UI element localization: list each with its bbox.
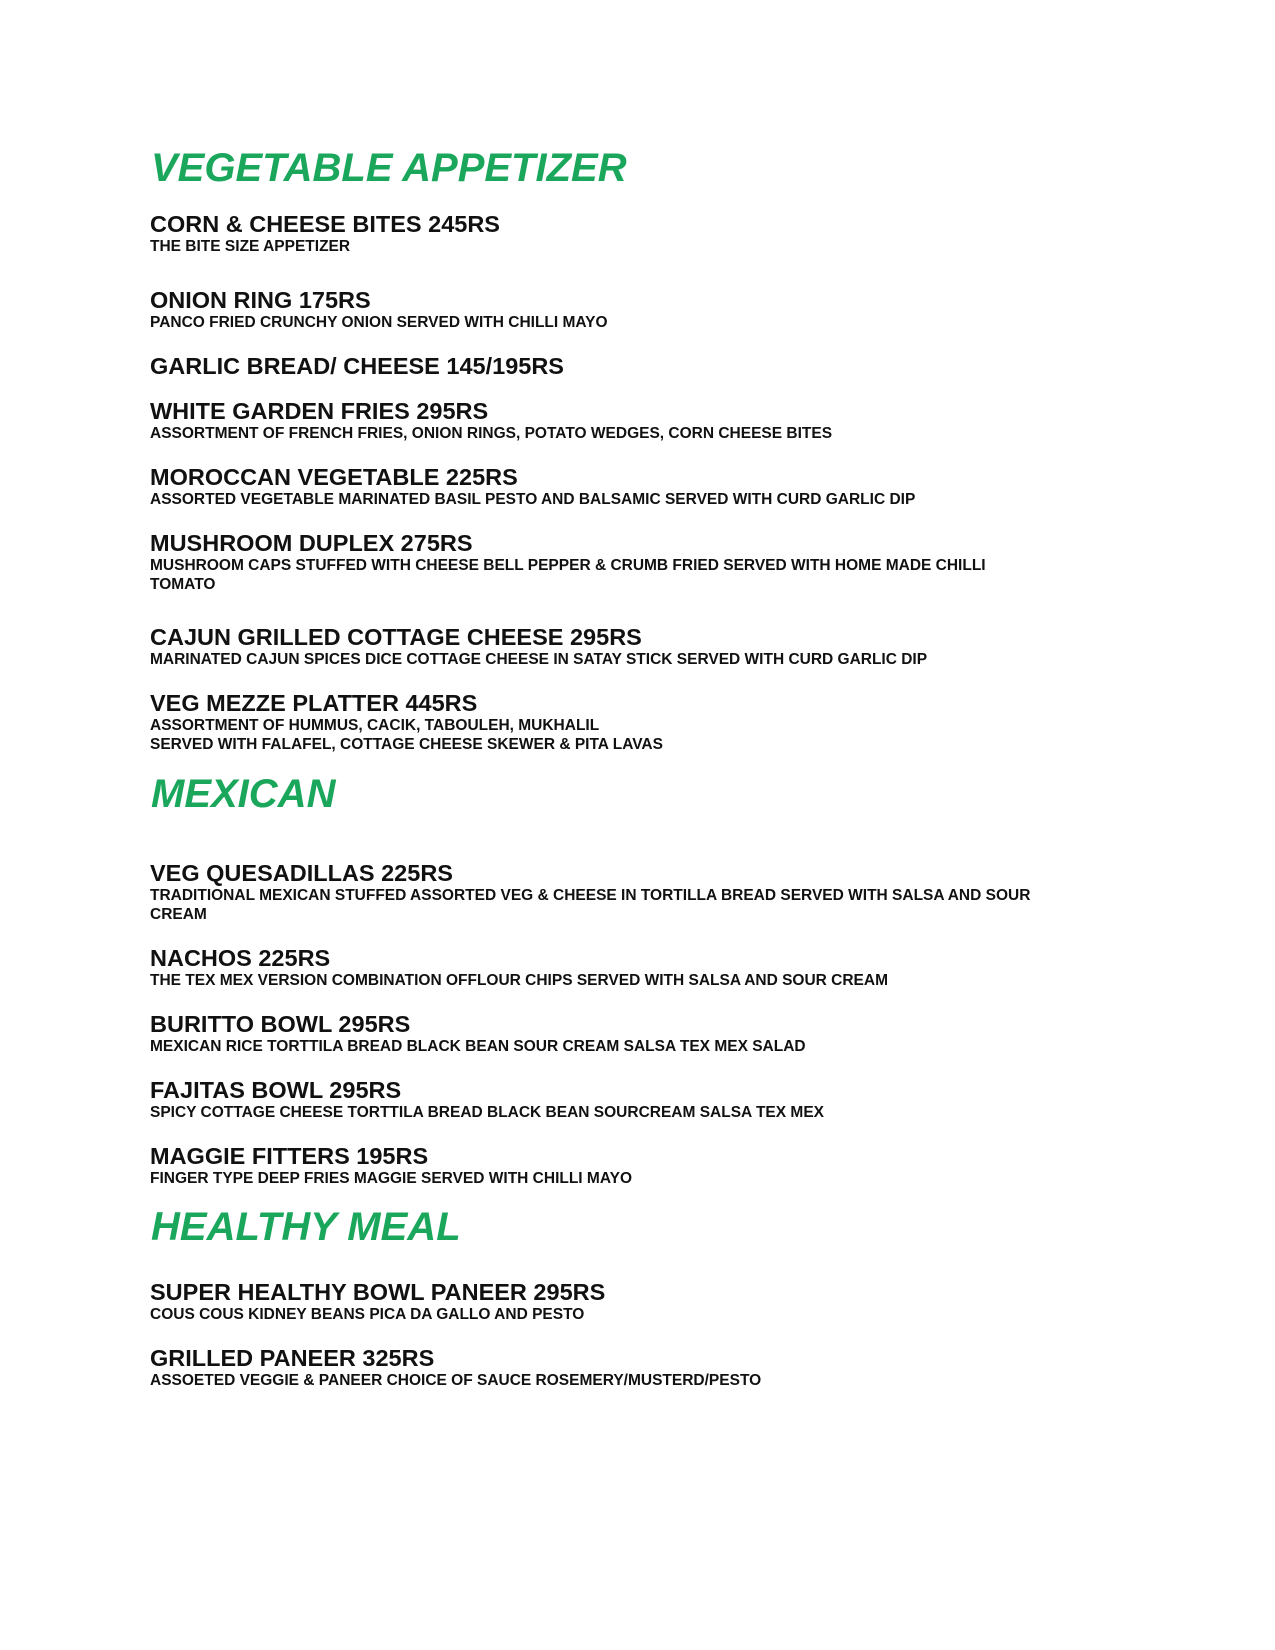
item-description: MEXICAN RICE TORTTILA BREAD BLACK BEAN SOUR CREAM SALSA TEX MEX SALAD (150, 1038, 806, 1055)
section-title-mexican: MEXICAN (151, 772, 336, 816)
menu-item (150, 1345, 1110, 1390)
item-description: TRADITIONAL MEXICAN STUFFED ASSORTED VEG & CHEESE IN TORTILLA BREAD SERVED WITH SALSA AND SOUR (150, 887, 1031, 904)
item-description: ASSORTMENT OF HUMMUS, CACIK, TABOULEH, MUKHALIL (150, 717, 600, 734)
item-name: VEG MEZZE PLATTER 445RS (150, 690, 478, 716)
item-description: FINGER TYPE DEEP FRIES MAGGIE SERVED WITH CHILLI MAYO (150, 1170, 632, 1187)
menu-item (150, 1279, 1110, 1324)
section-title-vegetable-appetizer: VEGETABLE APPETIZER (151, 146, 627, 190)
item-name: GARLIC BREAD/ CHEESE 145/195RS (150, 353, 564, 379)
item-name: FAJITAS BOWL 295RS (150, 1077, 402, 1103)
menu-item (150, 464, 1110, 509)
item-name: GRILLED PANEER 325RS (150, 1345, 435, 1371)
menu-item (150, 398, 1110, 443)
item-name: CORN & CHEESE BITES 245RS (150, 211, 500, 237)
item-description: TOMATO (150, 576, 216, 593)
menu-item (150, 945, 1110, 990)
section-title-healthy-meal: HEALTHY MEAL (151, 1205, 461, 1249)
item-description: ASSORTED VEGETABLE MARINATED BASIL PESTO AND BALSAMIC SERVED WITH CURD GARLIC DIP (150, 491, 916, 508)
item-name: CAJUN GRILLED COTTAGE CHEESE 295RS (150, 624, 642, 650)
menu-item (150, 353, 1110, 379)
item-description: COUS COUS KIDNEY BEANS PICA DA GALLO AND PESTO (150, 1306, 585, 1323)
item-name: NACHOS 225RS (150, 945, 331, 971)
item-description: MARINATED CAJUN SPICES DICE COTTAGE CHEESE IN SATAY STICK SERVED WITH CURD GARLIC DIP (150, 651, 928, 668)
menu-item (150, 624, 1110, 669)
menu-item (150, 860, 1110, 924)
item-description: SERVED WITH FALAFEL, COTTAGE CHEESE SKEWER & PITA LAVAS (150, 736, 663, 753)
item-name: WHITE GARDEN FRIES 295RS (150, 398, 489, 424)
item-description: ASSOETED VEGGIE & PANEER CHOICE OF SAUCE ROSEMERY/MUSTERD/PESTO (150, 1372, 762, 1389)
item-description: MUSHROOM CAPS STUFFED WITH CHEESE BELL PEPPER & CRUMB FRIED SERVED WITH HOME MADE CHILLI (150, 557, 986, 574)
item-description: PANCO FRIED CRUNCHY ONION SERVED WITH CHILLI MAYO (150, 314, 608, 331)
menu-item (150, 1011, 1110, 1056)
menu-item (150, 211, 1110, 256)
item-description: ASSORTMENT OF FRENCH FRIES, ONION RINGS, POTATO WEDGES, CORN CHEESE BITES (150, 425, 833, 442)
item-description: CREAM (150, 906, 207, 923)
item-name: MOROCCAN VEGETABLE 225RS (150, 464, 518, 490)
menu-item (150, 1077, 1110, 1122)
item-name: SUPER HEALTHY BOWL PANEER 295RS (150, 1279, 606, 1305)
item-name: BURITTO BOWL 295RS (150, 1011, 411, 1037)
menu-item (150, 1143, 1110, 1188)
item-description: SPICY COTTAGE CHEESE TORTTILA BREAD BLACK BEAN SOURCREAM SALSA TEX MEX (150, 1104, 825, 1121)
menu-item (150, 690, 1110, 754)
item-name: VEG QUESADILLAS 225RS (150, 860, 453, 886)
menu-item (150, 287, 1110, 332)
menu-item (150, 530, 1110, 594)
item-description: THE BITE SIZE APPETIZER (150, 238, 351, 255)
item-description: THE TEX MEX VERSION COMBINATION OFFLOUR CHIPS SERVED WITH SALSA AND SOUR CREAM (150, 972, 889, 989)
item-name: MAGGIE FITTERS 195RS (150, 1143, 429, 1169)
item-name: ONION RING 175RS (150, 287, 371, 313)
item-name: MUSHROOM DUPLEX 275RS (150, 530, 473, 556)
